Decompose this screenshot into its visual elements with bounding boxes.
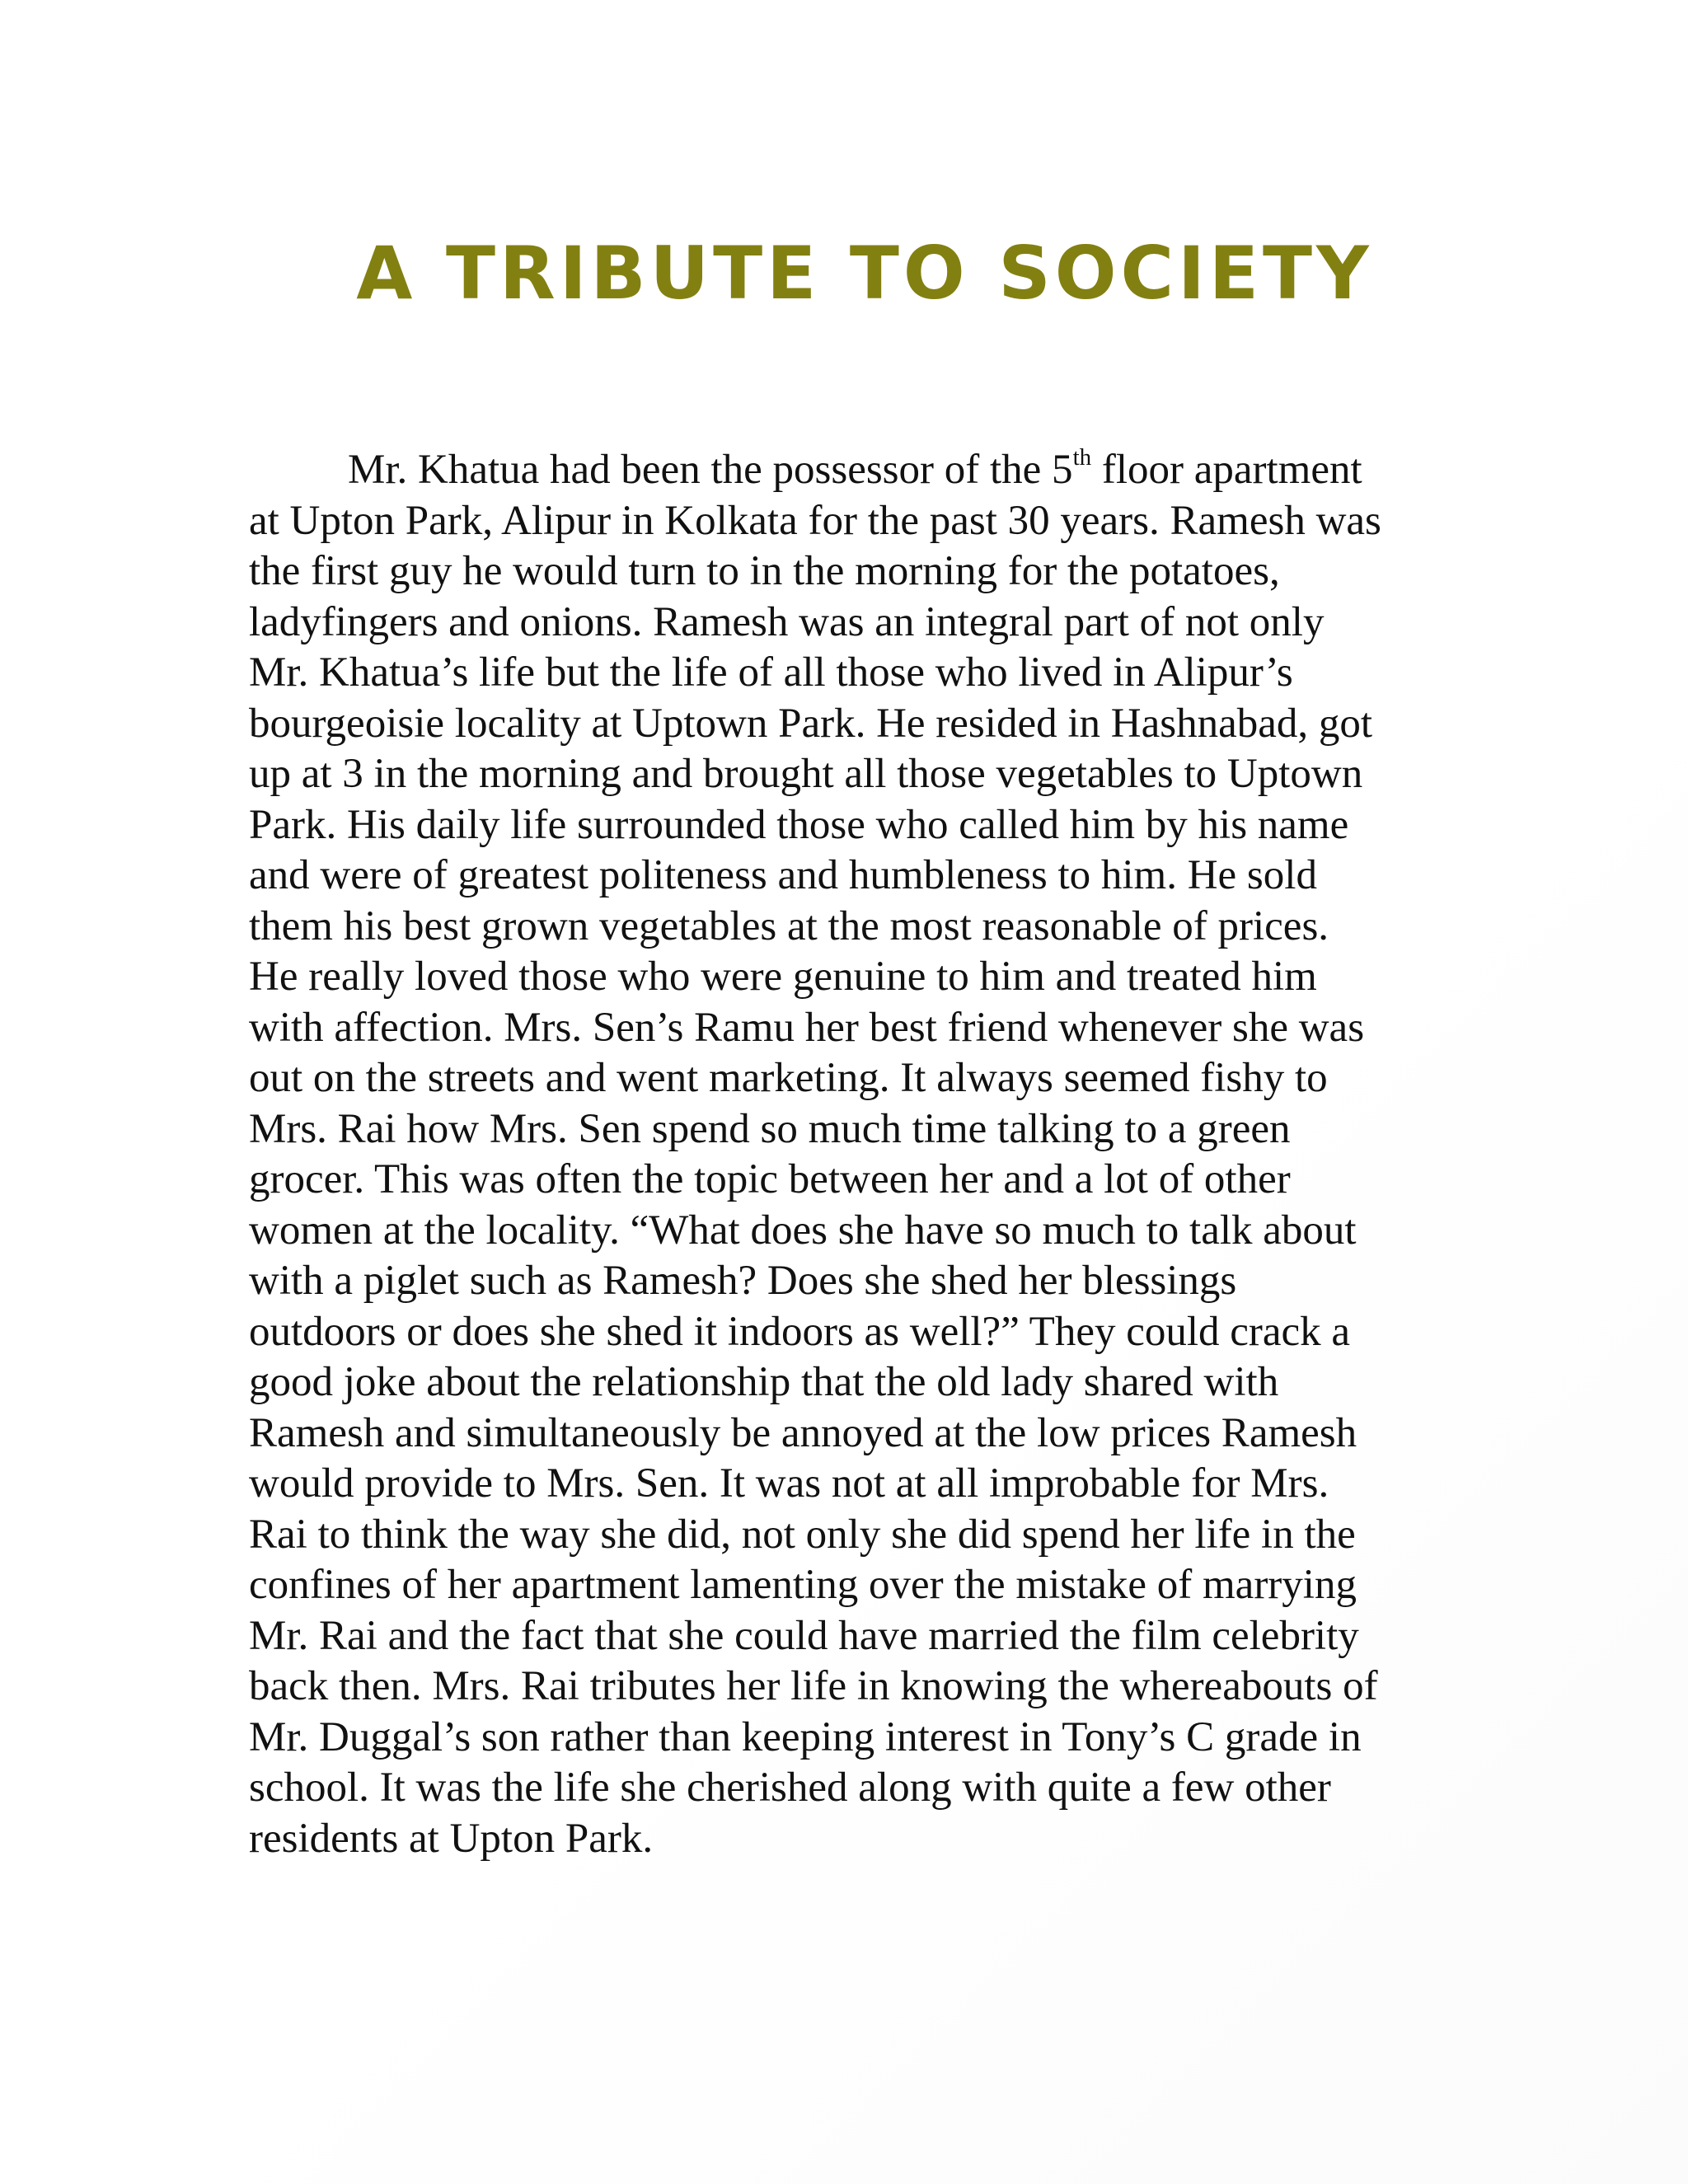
paragraph-line: them his best grown vegetables at the most reasonable of prices. [249, 902, 1329, 949]
paragraph-line: Mr. Khatua’s life but the life of all those who lived in Alipur’s [249, 649, 1293, 696]
paragraph-line: back then. Mrs. Rai tributes her life in knowing the whereabouts of [249, 1663, 1378, 1709]
paragraph-line: confines of her apartment lamenting over the mistake of marrying [249, 1562, 1357, 1608]
paragraph-line: school. It was the life she cherished along with quite a few other [249, 1765, 1331, 1811]
paragraph-line: would provide to Mrs. Sen. It was not at all improbable for Mrs. [249, 1460, 1329, 1507]
paragraph-line: outdoors or does she shed it indoors as well?” They could crack a [249, 1308, 1351, 1355]
page-title: A TRIBUTE TO SOCIETY [356, 231, 1373, 316]
paragraph-line [249, 445, 1452, 496]
paragraph-line: ladyfingers and onions. Ramesh was an integral part of not only [249, 598, 1325, 645]
paragraph-line: with a piglet such as Ramesh? Does she shed her blessings [249, 1258, 1237, 1304]
paragraph-line: women at the locality. “What does she have so much to talk about [249, 1207, 1357, 1254]
story-paragraph [249, 445, 1452, 1864]
paragraph-line: He really loved those who were genuine to him and treated him [249, 954, 1317, 1000]
line-text: Mr. Khatua had been the possessor of the 5 [348, 447, 1073, 493]
paragraph-line: bourgeoisie locality at Uptown Park. He resided in Hashnabad, got [249, 700, 1373, 747]
paragraph-line: and were of greatest politeness and humbleness to him. He sold [249, 852, 1317, 898]
line-text: floor apartment [1091, 447, 1362, 493]
paragraph-line: Mr. Rai and the fact that she could have married the film celebrity [249, 1612, 1359, 1659]
paragraph-line: Mrs. Rai how Mrs. Sen spend so much time talking to a green [249, 1105, 1291, 1152]
paragraph-line: at Upton Park, Alipur in Kolkata for the past 30 years. Ramesh was [249, 497, 1381, 544]
paragraph-line: good joke about the relationship that the old lady shared with [249, 1359, 1279, 1405]
paragraph-line: Ramesh and simultaneously be annoyed at the low prices Ramesh [249, 1409, 1357, 1456]
paragraph-line: residents at Upton Park. [249, 1815, 654, 1862]
paragraph-line: the first guy he would turn to in the morning for the potatoes, [249, 548, 1280, 594]
paragraph-line: grocer. This was often the topic between her and a lot of other [249, 1156, 1291, 1202]
ordinal-suffix: th [1072, 444, 1092, 471]
paragraph-line: Mr. Duggal’s son rather than keeping interest in Tony’s C grade in [249, 1713, 1362, 1760]
paragraph-line: Park. His daily life surrounded those who called him by his name [249, 801, 1349, 848]
paragraph-line: Rai to think the way she did, not only she did spend her life in the [249, 1511, 1356, 1558]
paragraph-line: up at 3 in the morning and brought all those vegetables to Uptown [249, 751, 1363, 797]
paragraph-line: out on the streets and went marketing. It always seemed fishy to [249, 1055, 1328, 1101]
paragraph-line: with affection. Mrs. Sen’s Ramu her best friend whenever she was [249, 1004, 1365, 1051]
